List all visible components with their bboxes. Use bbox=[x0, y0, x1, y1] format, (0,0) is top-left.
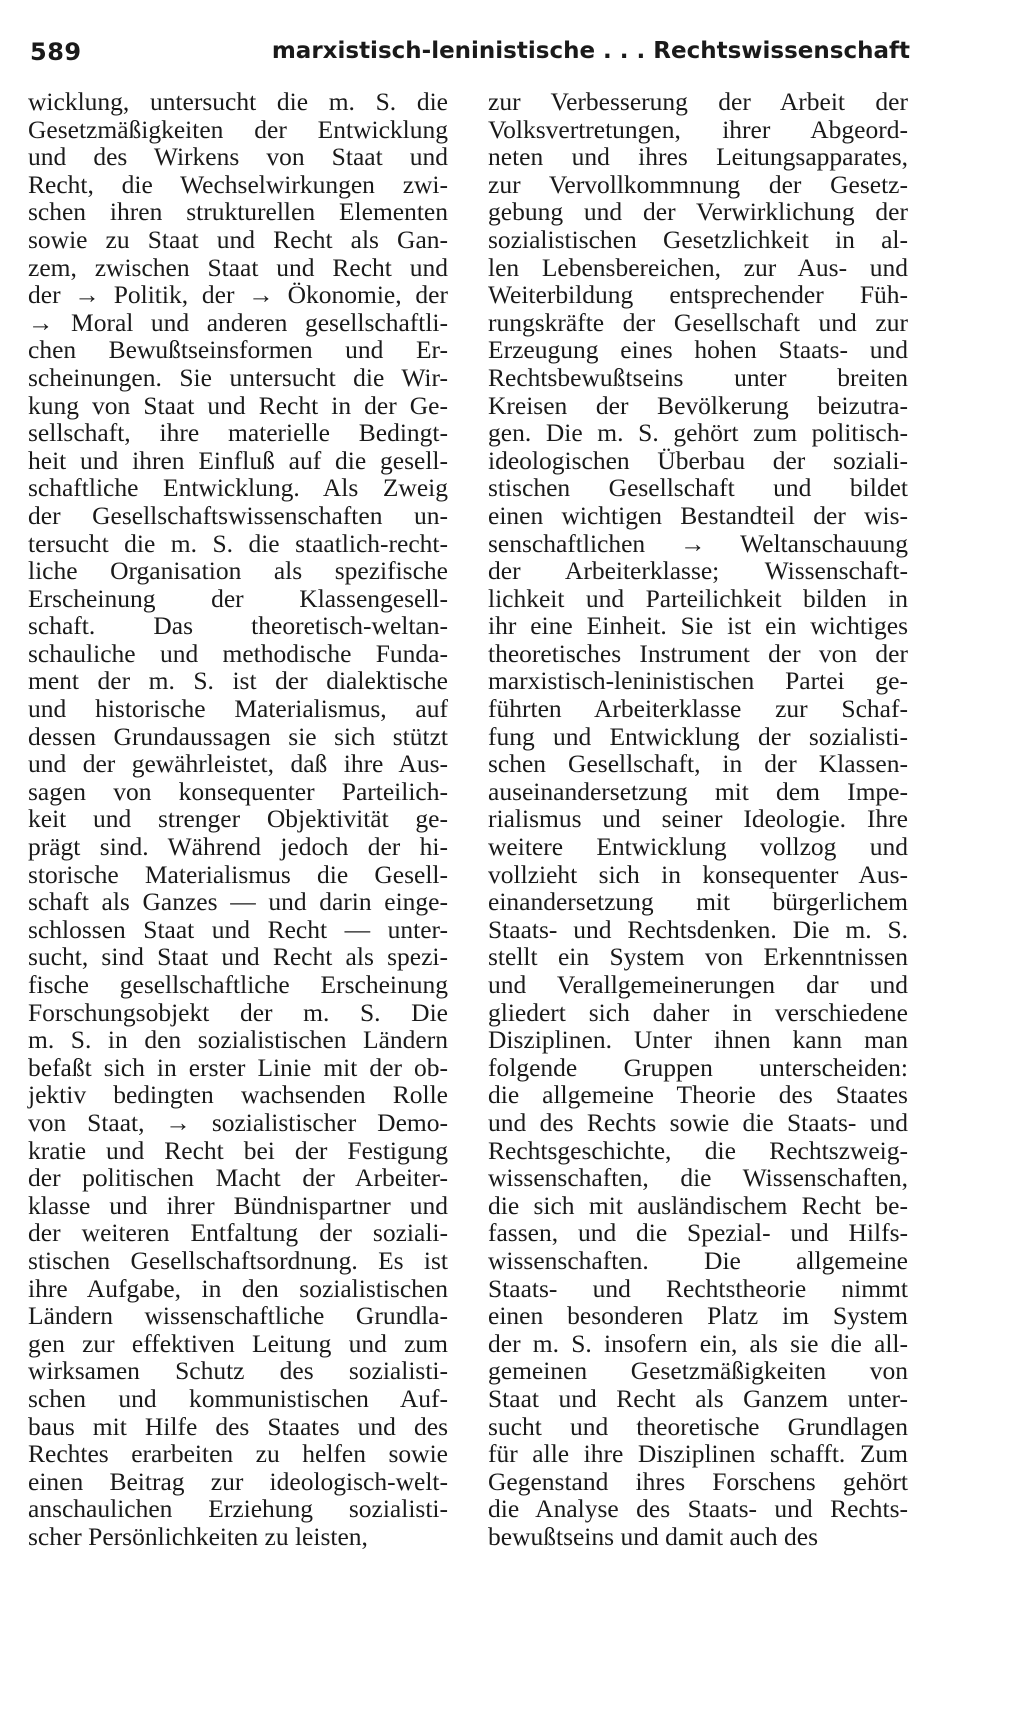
text-line: Weiterbildung entsprechender Füh- bbox=[488, 280, 908, 310]
text-line: anschaulichen Erziehung sozialisti- bbox=[28, 1494, 448, 1524]
text-line: Rechtsbewußtseins unter breiten bbox=[488, 362, 908, 392]
text-line: tersucht die m. S. die staatlich-recht- bbox=[28, 528, 448, 558]
text-line: prägt sind. Während jedoch der hi- bbox=[28, 832, 448, 862]
text-line: ihre Aufgabe, in den sozialistischen bbox=[28, 1273, 448, 1303]
text-line: sagen von konsequenter Parteilich- bbox=[28, 776, 448, 806]
text-line: Gegenstand ihres Forschens gehört bbox=[488, 1466, 908, 1496]
text-line: gebung und der Verwirklichung der bbox=[488, 197, 908, 227]
text-line: fische gesellschaftliche Erscheinung bbox=[28, 970, 448, 999]
text-line: Staat und Recht als Ganzem unter- bbox=[488, 1383, 908, 1413]
text-line: gliedert sich daher in verschiedene bbox=[488, 997, 908, 1027]
text-line: bewußtseins und damit auch des bbox=[488, 1521, 819, 1551]
text-line: und des Rechts sowie die Staats- und bbox=[488, 1107, 908, 1137]
text-line: senschaftlichen → Weltanschauung bbox=[488, 528, 908, 558]
text-line: storische Materialismus die Gesell- bbox=[28, 859, 448, 889]
text-line: kung von Staat und Recht in der Ge- bbox=[28, 390, 448, 420]
text-line: schaft. Das theoretisch-weltan- bbox=[28, 611, 448, 641]
text-line: von Staat, → sozialistischer Demo- bbox=[28, 1107, 448, 1137]
text-line: marxistisch-leninistischen Partei ge- bbox=[488, 666, 908, 696]
text-line: die sich mit ausländischem Recht be- bbox=[488, 1190, 908, 1220]
text-line: folgende Gruppen unterscheiden: bbox=[488, 1052, 908, 1082]
text-line: die allgemeine Theorie des Staates bbox=[488, 1080, 908, 1110]
text-line: gemeinen Gesetzmäßigkeiten von bbox=[488, 1356, 908, 1386]
text-line: und Verallgemeinerungen dar und bbox=[488, 970, 908, 999]
text-line: wirksamen Schutz des sozialisti- bbox=[28, 1356, 448, 1386]
text-line: schen ihren strukturellen Elementen bbox=[28, 197, 448, 227]
text-line: zur Vervollkommnung der Gesetz- bbox=[488, 169, 908, 199]
text-line: zur Verbesserung der Arbeit der bbox=[488, 87, 908, 116]
text-line: der m. S. insofern ein, als sie die all- bbox=[488, 1328, 908, 1358]
text-line: sowie zu Staat und Recht als Gan- bbox=[28, 224, 448, 254]
text-line: Staats- und Rechtstheorie nimmt bbox=[488, 1273, 908, 1303]
text-line: wissenschaften, die Wissenschaften, bbox=[488, 1163, 908, 1193]
text-line: rialismus und seiner Ideologie. Ihre bbox=[488, 804, 908, 834]
text-line: baus mit Hilfe des Staates und des bbox=[28, 1411, 448, 1441]
text-line: Ländern wissenschaftliche Grundla- bbox=[28, 1301, 448, 1331]
text-line: vollzieht sich in konsequenter Aus- bbox=[488, 859, 908, 889]
text-line: dessen Grundaussagen sie sich stützt bbox=[28, 721, 448, 751]
text-line: weitere Entwicklung vollzog und bbox=[488, 832, 908, 862]
text-line: lichkeit und Parteilichkeit bilden in bbox=[488, 583, 908, 613]
text-line: sozialistischen Gesetzlichkeit in al- bbox=[488, 224, 908, 254]
text-line: fassen, und die Spezial- und Hilfs- bbox=[488, 1218, 908, 1248]
text-line: heit und ihren Einfluß auf die gesell- bbox=[28, 445, 448, 475]
text-line: führten Arbeiterklasse zur Schaf- bbox=[488, 694, 908, 724]
text-line: Recht, die Wechselwirkungen zwi- bbox=[28, 169, 448, 199]
text-line: liche Organisation als spezifische bbox=[28, 556, 448, 586]
text-line: einen wichtigen Bestandteil der wis- bbox=[488, 500, 908, 530]
text-line: stischen Gesellschaftsordnung. Es ist bbox=[28, 1245, 448, 1275]
text-line: und der gewährleistet, daß ihre Aus- bbox=[28, 749, 448, 779]
text-line: und historische Materialismus, auf bbox=[28, 694, 448, 724]
page-header bbox=[30, 38, 910, 78]
text-line: Erzeugung eines hohen Staats- und bbox=[488, 335, 908, 365]
text-line: Rechtes erarbeiten zu helfen sowie bbox=[28, 1439, 448, 1469]
text-line: der politischen Macht der Arbeiter- bbox=[28, 1163, 448, 1193]
text-line: schen Gesellschaft, in der Klassen- bbox=[488, 749, 908, 779]
text-line: Forschungsobjekt der m. S. Die bbox=[28, 997, 448, 1027]
text-line: Kreisen der Bevölkerung beizutra- bbox=[488, 390, 908, 420]
text-line: schaftliche Entwicklung. Als Zweig bbox=[28, 473, 448, 503]
text-line: Volksvertretungen, ihrer Abgeord- bbox=[488, 114, 908, 144]
text-line: wissenschaften. Die allgemeine bbox=[488, 1245, 908, 1275]
text-line: der Gesellschaftswissenschaften un- bbox=[28, 500, 448, 530]
text-line: neten und ihres Leitungsapparates, bbox=[488, 142, 908, 172]
text-line: wicklung, untersucht die m. S. die bbox=[28, 87, 448, 116]
text-line: chen Bewußtseinsformen und Er- bbox=[28, 335, 448, 365]
text-line: für alle ihre Disziplinen schafft. Zum bbox=[488, 1439, 908, 1469]
text-line: Staats- und Rechtsdenken. Die m. S. bbox=[488, 914, 908, 944]
text-line: einen Beitrag zur ideologisch-welt- bbox=[28, 1466, 448, 1496]
text-line: rungskräfte der Gesellschaft und zur bbox=[488, 307, 908, 337]
text-line: zem, zwischen Staat und Recht und bbox=[28, 252, 448, 282]
left-text-column bbox=[28, 88, 448, 1550]
text-line: len Lebensbereichen, zur Aus- und bbox=[488, 252, 908, 282]
text-line: keit und strenger Objektivität ge- bbox=[28, 804, 448, 834]
text-line: Disziplinen. Unter ihnen kann man bbox=[488, 1025, 908, 1055]
text-line: ment der m. S. ist der dialektische bbox=[28, 666, 448, 696]
text-line: gen. Die m. S. gehört zum politisch- bbox=[488, 418, 908, 448]
text-line: und des Wirkens von Staat und bbox=[28, 142, 448, 172]
text-line: schlossen Staat und Recht — unter- bbox=[28, 914, 448, 944]
text-line: stellt ein System von Erkenntnissen bbox=[488, 942, 908, 972]
right-text-column bbox=[488, 88, 908, 1550]
text-line: der weiteren Entfaltung der soziali- bbox=[28, 1218, 448, 1248]
text-line: schaft als Ganzes — und darin einge- bbox=[28, 887, 448, 917]
text-line: theoretisches Instrument der von der bbox=[488, 638, 908, 668]
text-line: Gesetzmäßigkeiten der Entwicklung bbox=[28, 114, 448, 144]
text-line: befaßt sich in erster Linie mit der ob- bbox=[28, 1052, 448, 1082]
text-line: einandersetzung mit bürgerlichem bbox=[488, 887, 908, 917]
text-line: ideologischen Überbau der soziali- bbox=[488, 445, 908, 475]
text-line: scheinungen. Sie untersucht die Wir- bbox=[28, 362, 448, 392]
text-line: scher Persönlichkeiten zu leisten, bbox=[28, 1521, 368, 1551]
text-line: einen besonderen Platz im System bbox=[488, 1301, 908, 1331]
text-line: schen und kommunistischen Auf- bbox=[28, 1383, 448, 1413]
text-line: m. S. in den sozialistischen Ländern bbox=[28, 1025, 448, 1055]
running-title: marxistisch-leninistische . . . Rechtswissenschaft bbox=[271, 38, 910, 64]
page-number: 589 bbox=[30, 38, 82, 66]
text-line: auseinandersetzung mit dem Impe- bbox=[488, 776, 908, 806]
text-line: fung und Entwicklung der sozialisti- bbox=[488, 721, 908, 751]
text-line: sucht, sind Staat und Recht als spezi- bbox=[28, 942, 448, 972]
text-line: schauliche und methodische Funda- bbox=[28, 638, 448, 668]
text-line: kratie und Recht bei der Festigung bbox=[28, 1135, 448, 1165]
text-line: sellschaft, ihre materielle Bedingt- bbox=[28, 418, 448, 448]
text-line: ihr eine Einheit. Sie ist ein wichtiges bbox=[488, 611, 908, 641]
text-line: → Moral und anderen gesellschaftli- bbox=[28, 307, 448, 337]
text-line: die Analyse des Staats- und Rechts- bbox=[488, 1494, 908, 1524]
text-line: sucht und theoretische Grundlagen bbox=[488, 1411, 908, 1441]
text-line: klasse und ihrer Bündnispartner und bbox=[28, 1190, 448, 1220]
text-line: gen zur effektiven Leitung und zum bbox=[28, 1328, 448, 1358]
text-line: der Arbeiterklasse; Wissenschaft- bbox=[488, 556, 908, 586]
text-line: Rechtsgeschichte, die Rechtszweig- bbox=[488, 1135, 908, 1165]
text-line: der → Politik, der → Ökonomie, der bbox=[28, 280, 448, 310]
text-line: Erscheinung der Klassengesell- bbox=[28, 583, 448, 613]
text-line: jektiv bedingten wachsenden Rolle bbox=[28, 1080, 448, 1110]
text-line: stischen Gesellschaft und bildet bbox=[488, 473, 908, 503]
